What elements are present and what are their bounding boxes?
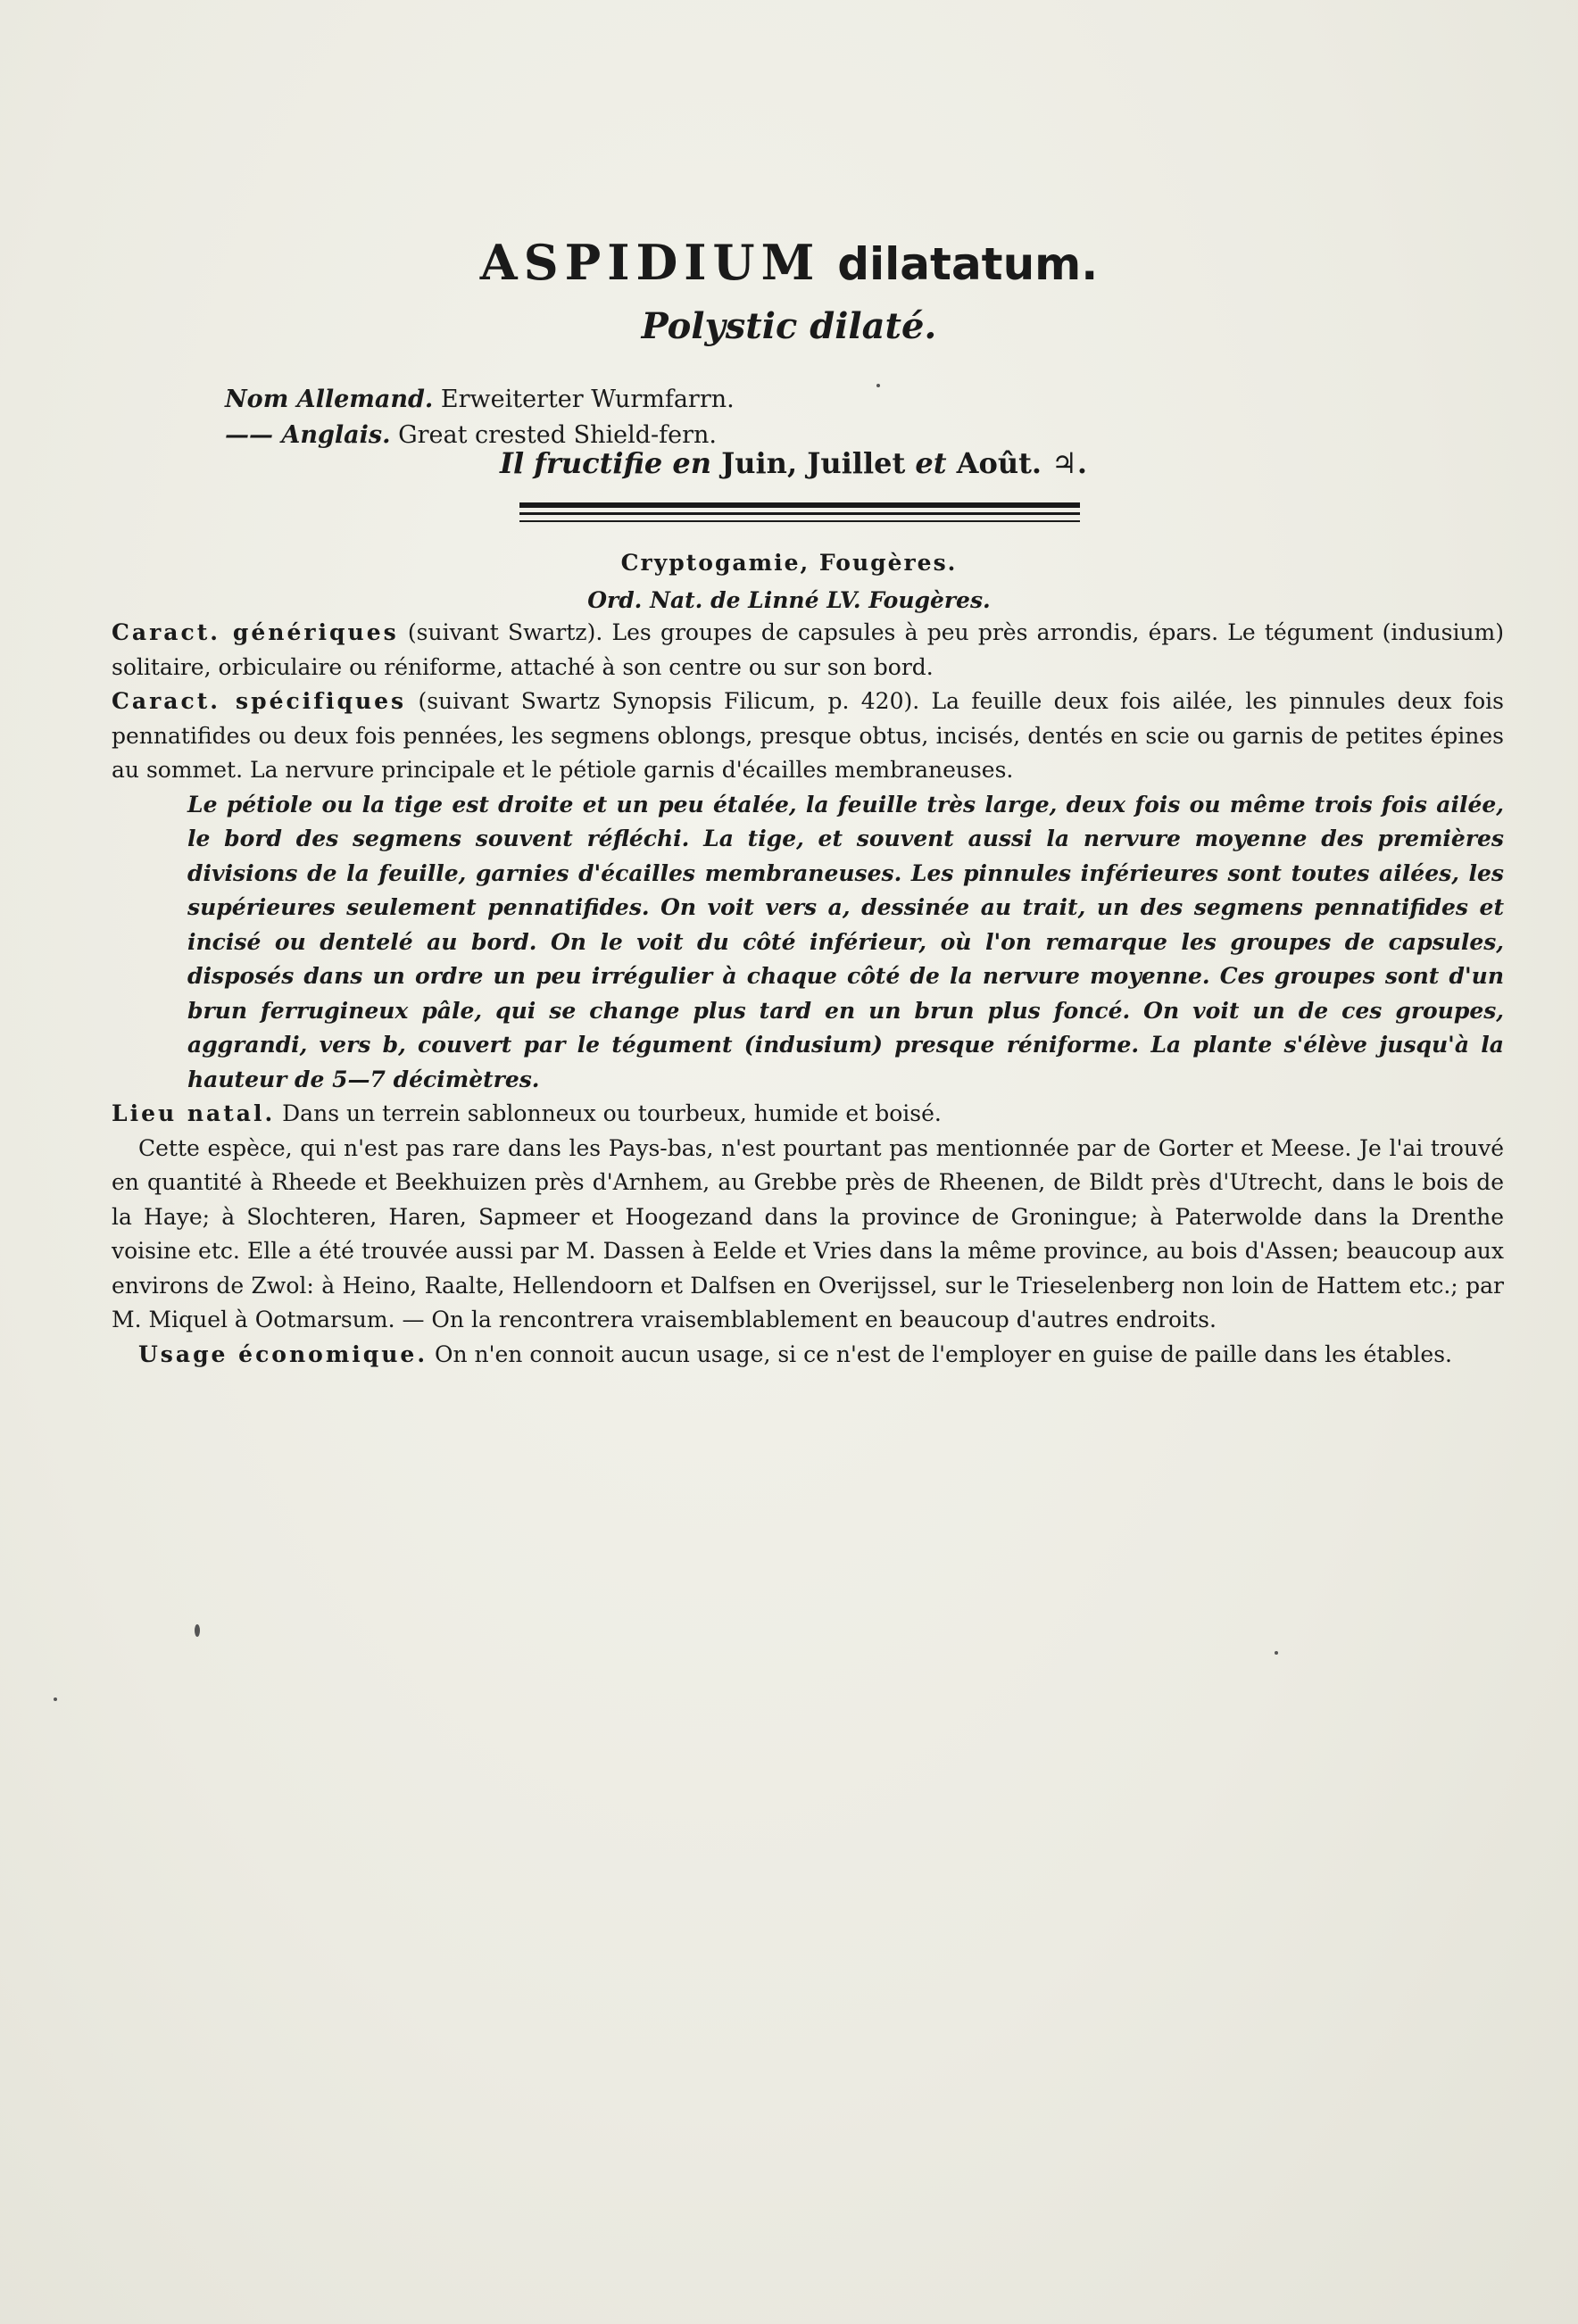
usage-text: On n'en connoit aucun usage, si ce n'est de l'employer en guise de paille dans les étables.: [435, 1340, 1452, 1367]
generic-label: Caract. génériques: [112, 619, 399, 645]
generic-characters: [112, 616, 1504, 685]
german-name-value: Erweiterter Wurmfarrn.: [440, 386, 735, 413]
fructification-line: [500, 446, 1087, 480]
distribution-paragraph: Cette espèce, qui n'est pas rare dans les Pays-bas, n'est pourtant pas mentionnée par de Gorter et Meese. Je l'ai trouvé en quantité à Rheede et Beekhuizen près d'Arnhem, au Grebbe près de Rheenen, de Bildt près d'Utrecht, dans le bois de la Haye; à Slochteren, Haren, Sapmeer et Hoogezand dans la province de Groningue; à Paterwolde dans la Drenthe voisine etc. Elle a été trouvée aussi par M. Dassen à Eelde et Vries dans la même province, au bois d'Assen; beaucoup aux environs de Zwol: à Heino, Raalte, Hellendoorn et Dalfsen en Overijssel, sur le Trieselenberg non loin de Hattem etc.; par M. Miquel à Ootmarsum. — On la rencontrera vraisemblablement en beaucoup d'autres endroits.: [112, 1134, 1504, 1332]
specific-characters: [112, 685, 1504, 788]
usage-paragraph: [112, 1338, 1504, 1373]
habitat-line: [112, 1097, 1504, 1132]
paper-speck: [876, 384, 880, 387]
specific-text: (suivant Swartz Synopsis Filicum, p. 420). La feuille deux fois ailée, les pinnules deux fois pennatifides ou deux fois pennées, les segmens oblongs, presque obtus, incisés, dentés en scie ou garnis de petites épines au sommet. La nervure principale et le pétiole garnis d'écailles membraneuses.: [112, 688, 1504, 783]
german-name-label: Nom Allemand.: [225, 386, 434, 413]
english-name-label: —— Anglais.: [225, 421, 391, 449]
divider-rule: [519, 520, 1080, 522]
description-paragraph: Le pétiole ou la tige est droite et un peu étalée, la feuille très large, deux fois ou même trois fois ailée, le bord des segmens souvent réfléchi. La tige, et souvent aussi la nervure moyenne des premières divisions de la feuille, garnies d'écailles membraneuses. Les pinnules inférieures sont toutes ailées, les supérieures seulement pennatifides. On voit vers a, dessinée au trait, un des segmens pennatifides et incisé ou dentelé au bord. On le voit du côté inférieur, où l'on remarque les groupes de capsules, disposés dans un ordre un peu irrégulier à chaque côté de la nervure moyenne. Ces groupes sont d'un brun ferrugineux pâle, qui se change plus tard en un brun plus foncé. On voit un de ces groupes, aggrandi, vers b, couvert par le tégument (indusium) presque réniforme. La plante s'élève jusqu'à la hauteur de 5—7 décimètres.: [187, 791, 1504, 1092]
title-genus: ASPIDIUM: [479, 234, 821, 291]
body-text: [112, 616, 1504, 1372]
classification-line-1: Cryptogamie, Fougères.: [620, 550, 958, 576]
paper-speck: [195, 1624, 200, 1637]
specific-label: Caract. spécifiques: [112, 688, 407, 714]
page-title: [0, 234, 1578, 293]
divider-rule: [519, 502, 1080, 508]
habitat-text: Dans un terrein sablonneux ou tourbeux, humide et boisé.: [282, 1100, 942, 1126]
habitat-label: Lieu natal.: [112, 1100, 276, 1126]
page-subtitle: Polystic dilaté.: [641, 305, 937, 347]
usage-label: Usage économique.: [138, 1340, 428, 1367]
english-name-value: Great crested Shield-fern.: [398, 421, 717, 449]
paper-speck: [54, 1697, 57, 1701]
fructification-last: Août. ♃.: [956, 446, 1087, 480]
generic-text: (suivant Swartz). Les groupes de capsules à peu près arrondis, épars. Le tégument (indusium) solitaire, orbiculaire ou réniforme, attaché à son centre ou sur son bord.: [112, 619, 1505, 680]
common-names: [225, 382, 735, 453]
fructification-months: Juin, Juillet: [721, 446, 906, 480]
classification-line-2: Ord. Nat. de Linné LV. Fougères.: [587, 587, 991, 613]
divider-rule: [519, 512, 1080, 515]
fructification-conj: et: [915, 446, 947, 480]
fructification-prefix: Il fructifie en: [500, 446, 711, 480]
german-name-line: [225, 382, 735, 418]
title-species: dilatatum.: [837, 238, 1099, 290]
paper-speck: [1275, 1651, 1278, 1655]
